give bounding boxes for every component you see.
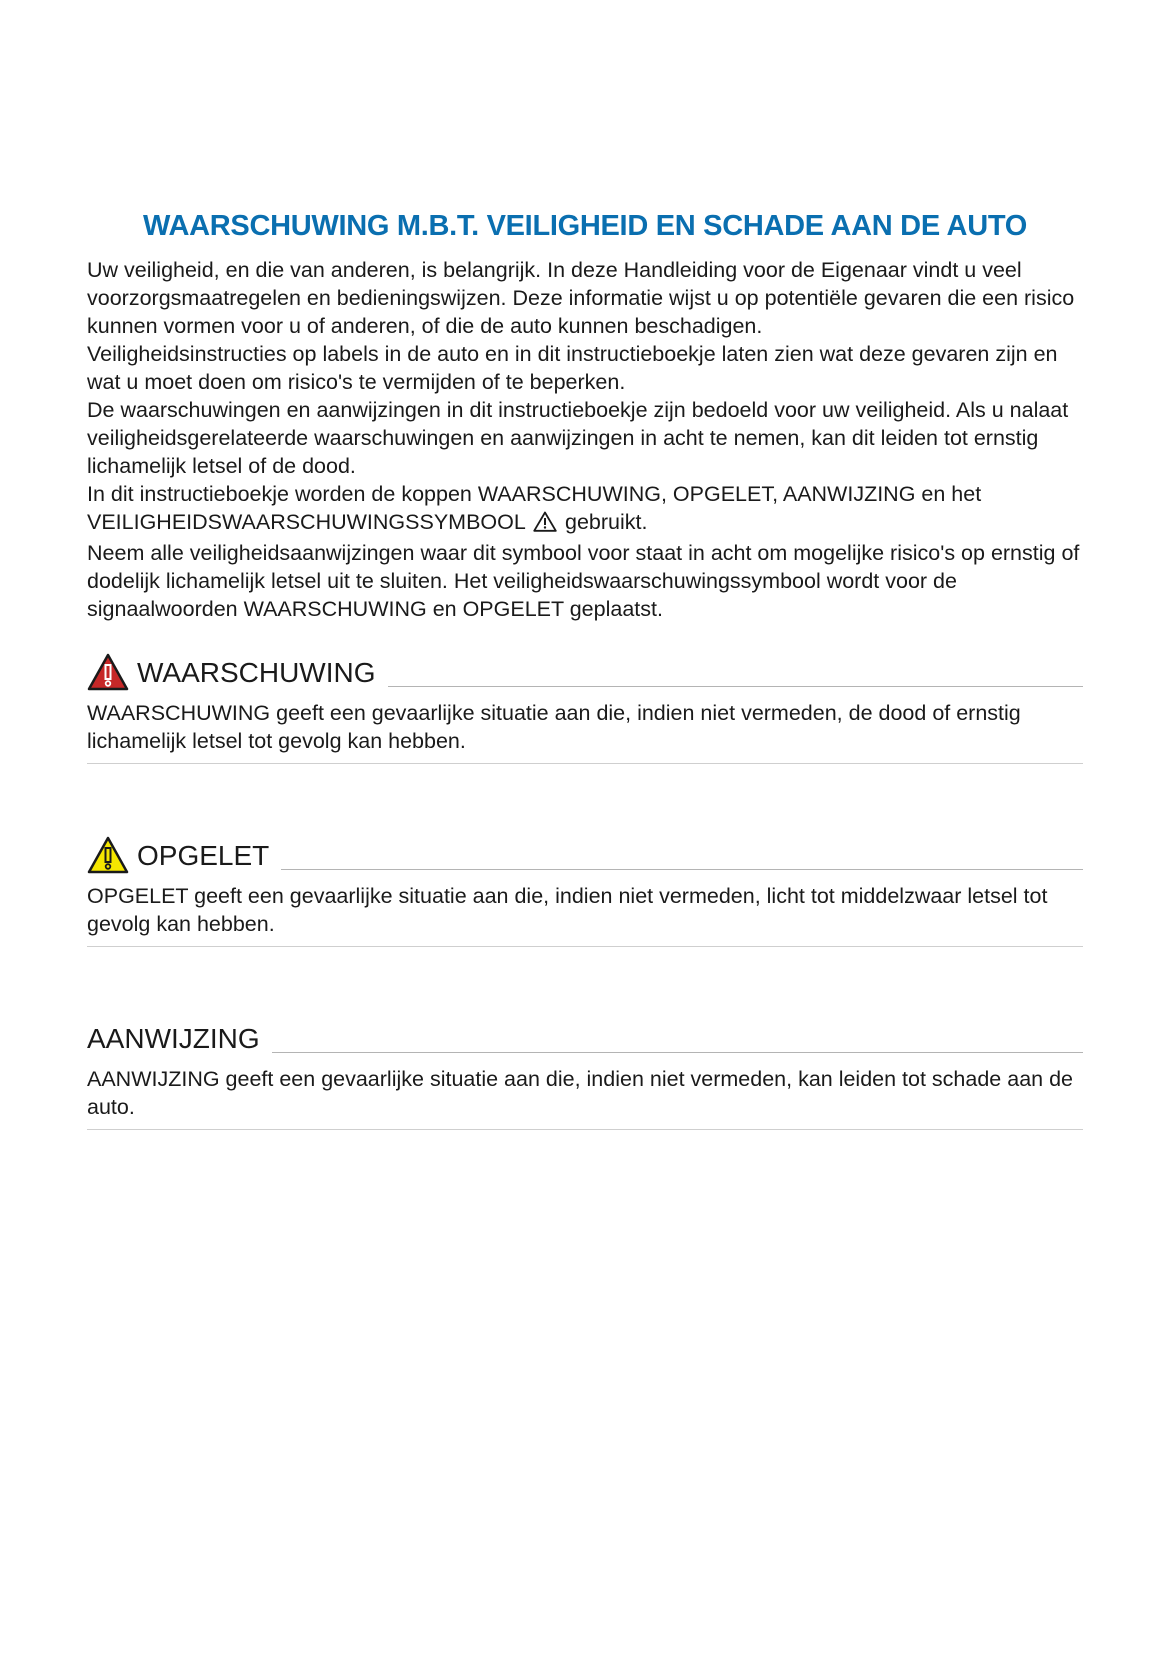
symbol-sentence-after: gebruikt. [565,510,648,534]
notice-label: OPGELET [137,840,270,871]
notice-text: AANWIJZING geeft een gevaarlijke situatie aan die, indien niet vermeden, kan leiden tot schade aan de auto. [87,1057,1083,1130]
warning-triangle-yellow-icon [87,836,129,874]
intro-section [87,256,1083,623]
intro-paragraph: Veiligheidsinstructies op labels in de auto en in dit instructieboekje laten zien wat deze gevaren zijn en wat u moet doen om risico's te vermijden of te beperken. [87,342,1058,394]
divider [272,1052,1083,1053]
notice-caution [87,834,1083,947]
document-page [87,206,1083,1130]
page-title: WAARSCHUWING M.B.T. VEILIGHEID EN SCHADE AAN DE AUTO [143,210,1027,242]
symbol-paragraph [87,480,1083,539]
intro-paragraph: De waarschuwingen en aanwijzingen in dit instructieboekje zijn bedoeld voor uw veiligheid. Als u nalaat veiligheidsgerelateerde waarschuwingen en aanwijzingen in acht te nemen, kan dit leiden tot ernstig lichamelijk letsel of de dood. [87,398,1069,478]
notice-label: AANWIJZING [87,1023,260,1054]
symbol-sentence-before: In dit instructieboekje worden de koppen WAARSCHUWING, OPGELET, AANWIJZING en het VEILIGHEIDSWAARSCHUWINGSSYMBOOL [87,482,982,534]
notice-text: WAARSCHUWING geeft een gevaarlijke situatie aan die, indien niet vermeden, de dood of ernstig lichamelijk letsel tot gevolg kan hebben. [87,691,1083,764]
notice-label: WAARSCHUWING [137,657,376,688]
divider [388,686,1083,687]
divider [281,869,1083,870]
notice-header [87,651,1083,691]
intro-paragraph: Uw veiligheid, en die van anderen, is belangrijk. In deze Handleiding voor de Eigenaar vindt u veel voorzorgsmaatregelen en bedieningswijzen. Deze informatie wijst u op potentiële gevaren die een risico kunnen vormen voor u of anderen, of die de auto kunnen beschadigen. [87,258,1075,338]
notice-text: OPGELET geeft een gevaarlijke situatie aan die, indien niet vermeden, licht tot middelzwaar letsel tot gevolg kan hebben. [87,874,1083,947]
notice-header [87,1017,1083,1057]
warning-triangle-red-icon [87,653,129,691]
notice-warning [87,651,1083,764]
notice-header [87,834,1083,874]
notice-notice [87,1017,1083,1130]
warning-triangle-outline-icon [533,511,557,539]
closing-paragraph: Neem alle veiligheidsaanwijzingen waar dit symbool voor staat in acht om mogelijke risico's op ernstig of dodelijk lichamelijk letsel uit te sluiten. Het veiligheidswaarschuwingssymbool wordt voor de signaalwoorden WAARSCHUWING en OPGELET geplaatst. [87,541,1080,621]
